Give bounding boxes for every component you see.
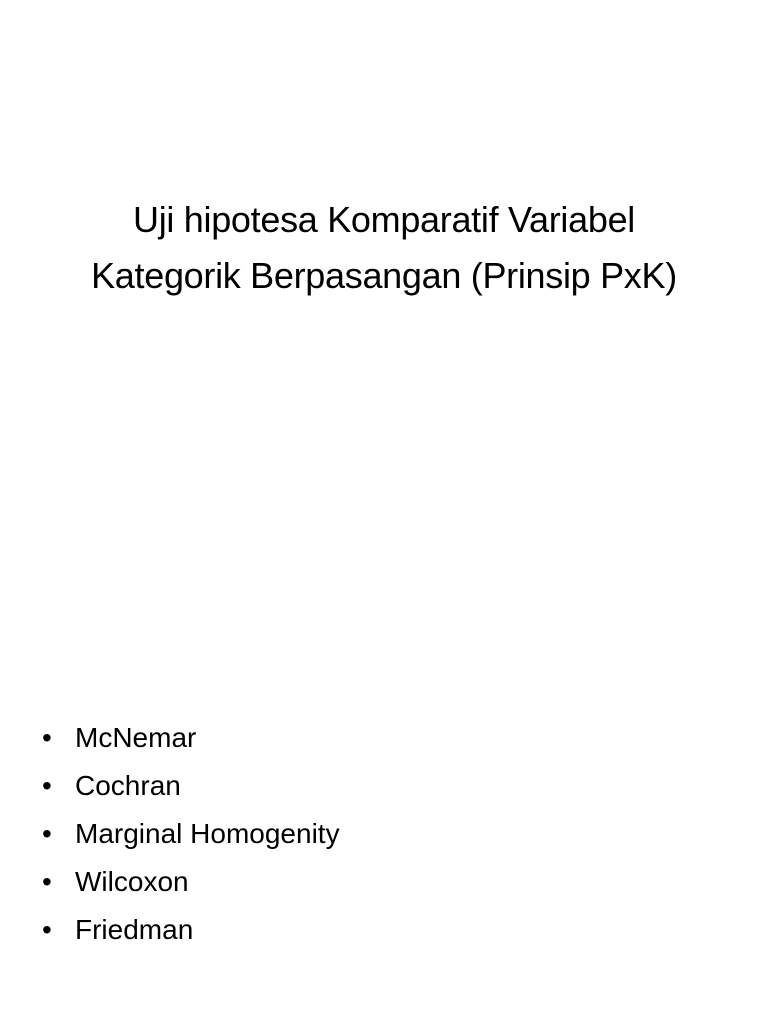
list-item-label: Marginal Homogenity	[75, 818, 340, 849]
slide-title-line-1: Uji hipotesa Komparatif Variabel	[133, 199, 635, 240]
list-item	[42, 906, 340, 954]
list-item-label: Cochran	[75, 770, 181, 801]
bullet-icon: •	[42, 770, 52, 801]
list-item-label: Wilcoxon	[75, 866, 189, 897]
bullet-icon: •	[42, 818, 52, 849]
list-item	[42, 858, 340, 906]
bullet-icon: •	[42, 722, 52, 753]
slide-title-line-2: Kategorik Berpasangan (Prinsip PxK)	[91, 255, 677, 296]
bullet-list	[42, 714, 340, 954]
slide-title	[40, 192, 728, 304]
bullet-icon: •	[42, 866, 52, 897]
list-item	[42, 714, 340, 762]
list-item-label: Friedman	[75, 914, 194, 945]
list-item	[42, 762, 340, 810]
list-item	[42, 810, 340, 858]
bullet-icon: •	[42, 914, 52, 945]
list-item-label: McNemar	[75, 722, 197, 753]
